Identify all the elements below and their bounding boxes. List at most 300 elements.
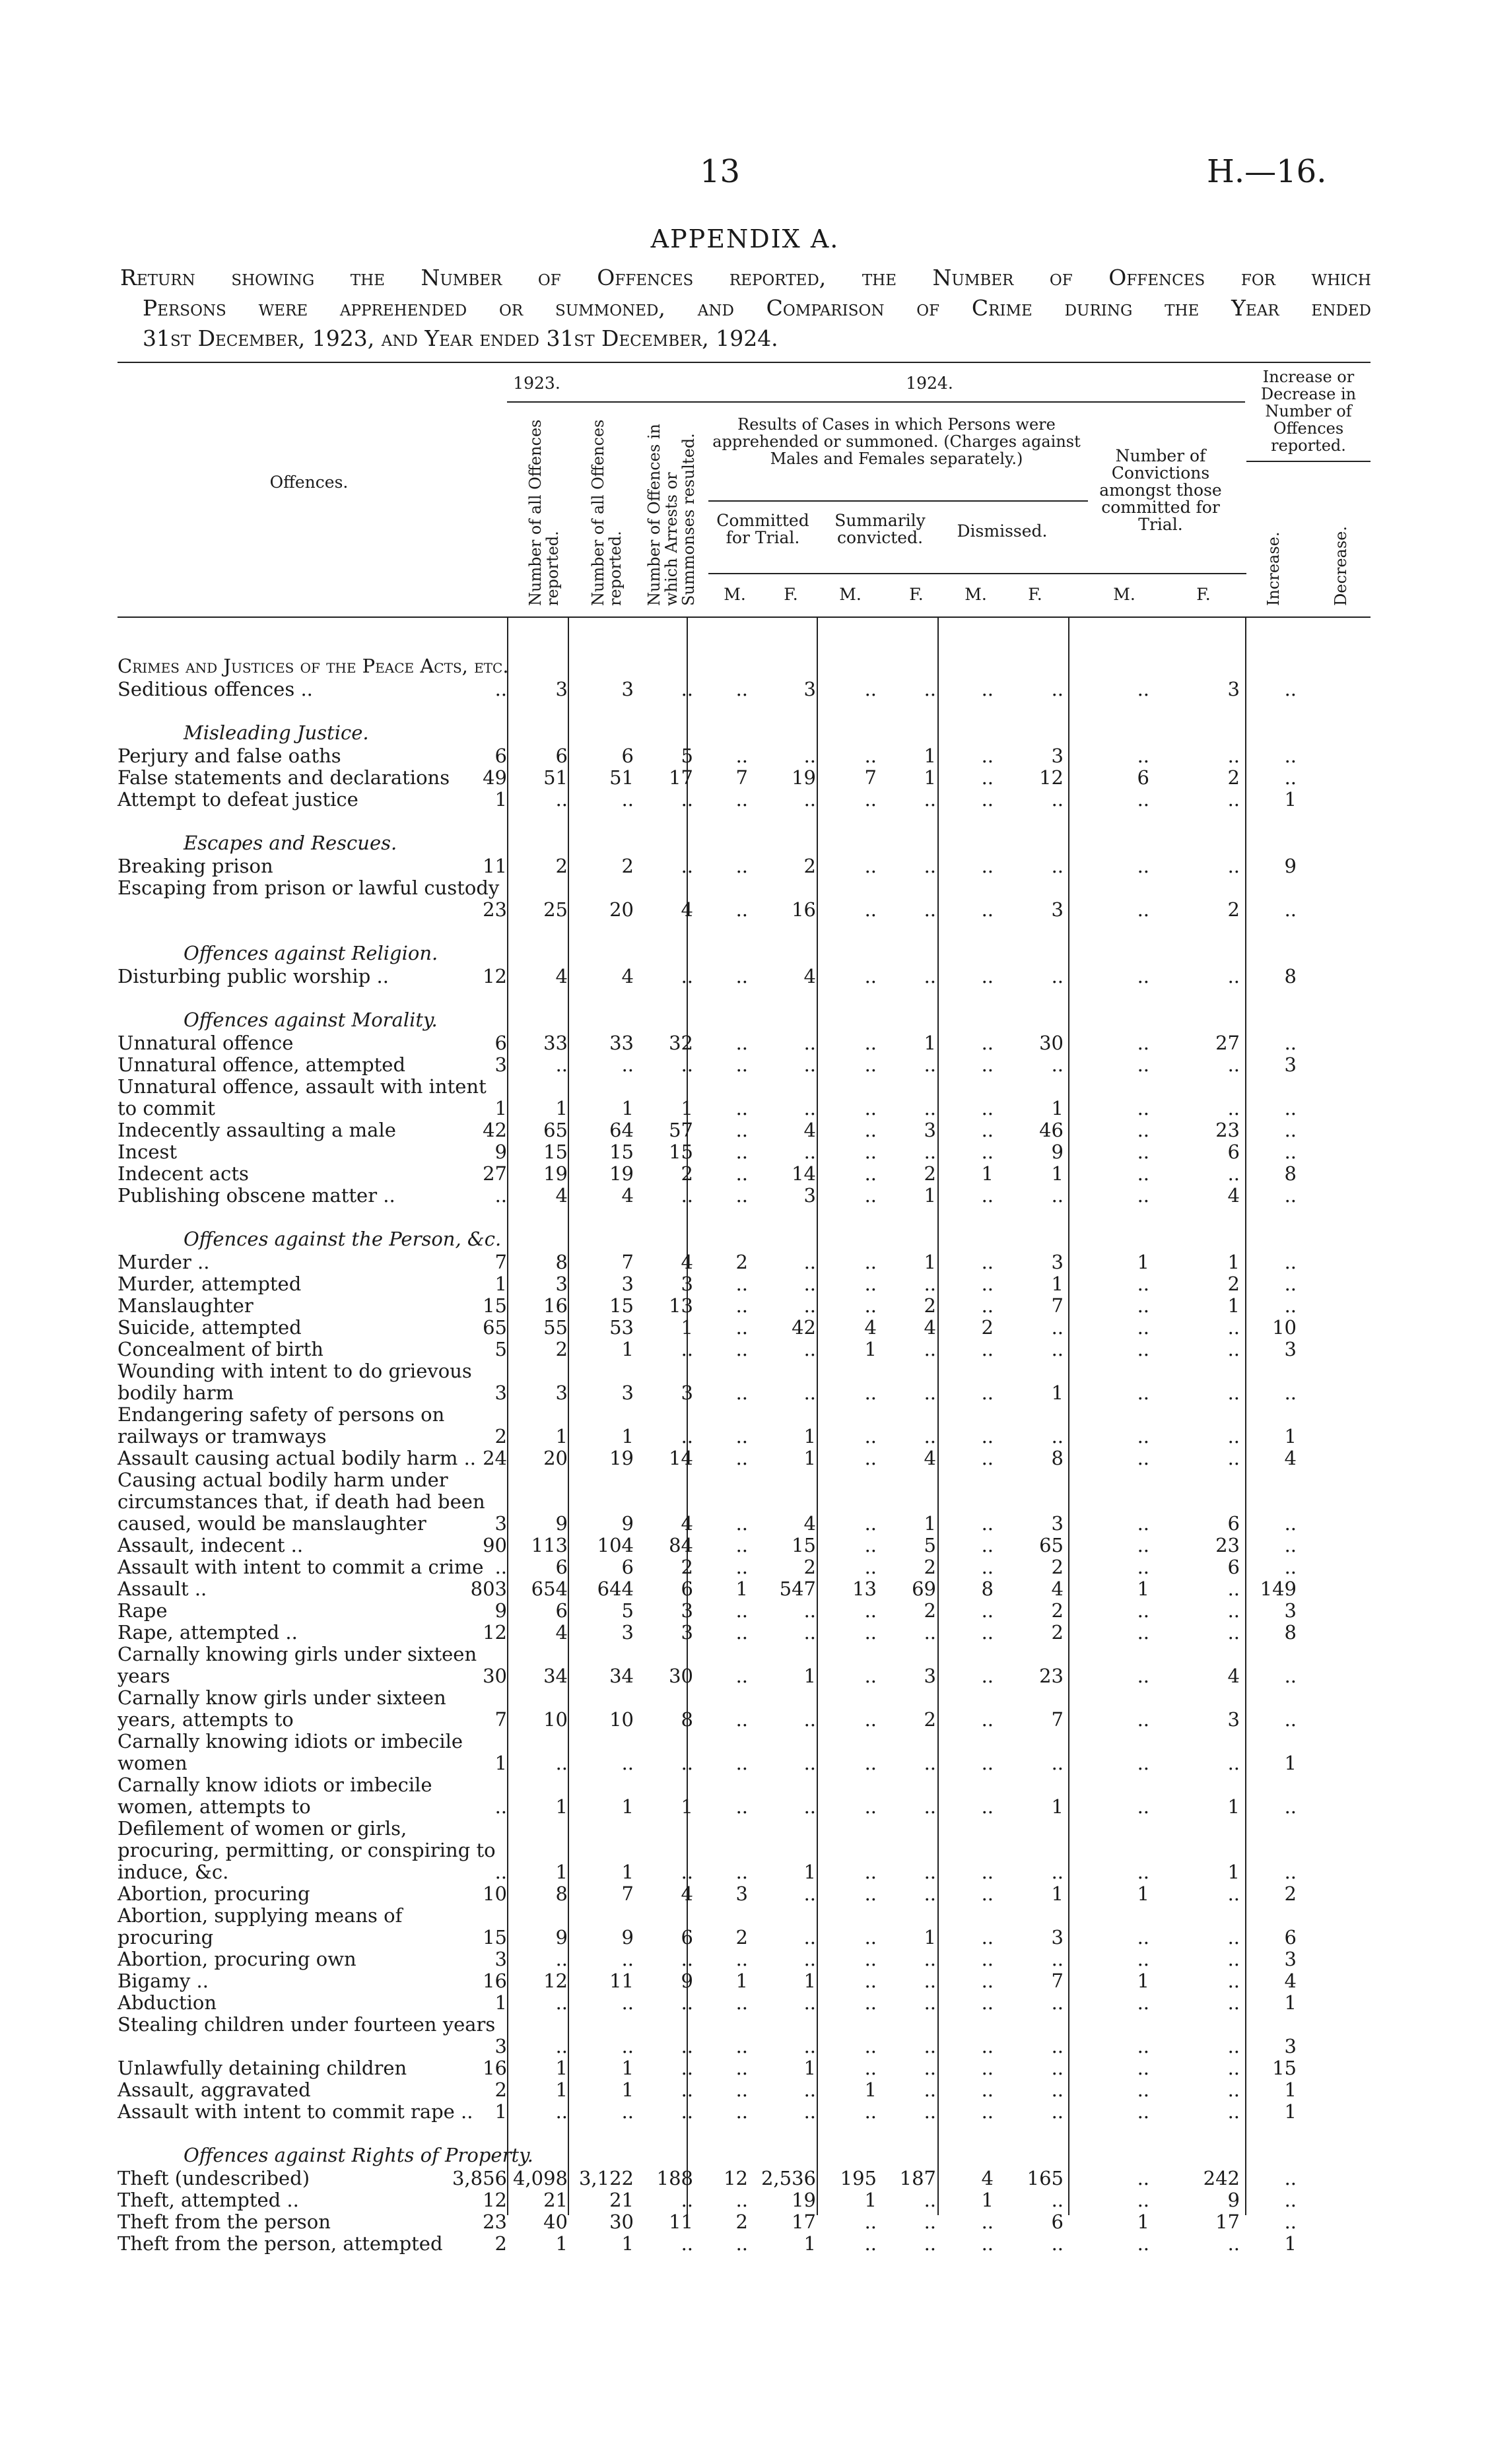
cell-value: 3 (1284, 1338, 1297, 1360)
cell-value: 3 (803, 678, 816, 700)
cell-value: .. (924, 1097, 936, 1119)
cell-value: 1 (924, 766, 936, 789)
cell-value: 195 (840, 2167, 877, 2189)
cell-value: 2 (681, 1556, 693, 1578)
cell-value: 19 (792, 766, 816, 789)
cell-value: 14 (792, 1162, 816, 1185)
cell-value: 2 (1227, 1273, 1240, 1295)
cell-value: 4 (1227, 1665, 1240, 1687)
cell-value: 6 (681, 1926, 693, 1948)
cell-value: .. (735, 1053, 748, 1076)
cell-value: .. (981, 1534, 994, 1556)
table-row (118, 2211, 1371, 2233)
cell-value: 1 (1284, 1752, 1297, 1774)
cell-value: 10 (609, 1708, 634, 1731)
cell-value: 1 (1051, 1382, 1064, 1404)
cell-value: .. (681, 965, 693, 987)
cell-value: 4 (621, 965, 634, 987)
cell-value: 1 (1137, 1578, 1149, 1600)
cell-value: .. (1137, 1948, 1149, 1970)
offence-label: Unnatural offence, attempted (118, 1053, 406, 1076)
cell-value: .. (981, 855, 994, 877)
cell-value: .. (981, 1141, 994, 1163)
cell-value: 10 (543, 1708, 568, 1731)
cell-value: .. (924, 2079, 936, 2101)
cell-value: 1 (621, 1795, 634, 1818)
cell-value: .. (1284, 1294, 1297, 1317)
cell-value: .. (555, 2035, 568, 2057)
cell-value: 6 (555, 745, 568, 767)
offence-label: Assault, aggravated (118, 2079, 311, 2101)
cell-value: 12 (483, 965, 507, 987)
cell-value: .. (864, 1141, 877, 1163)
cell-value: .. (735, 1032, 748, 1054)
cell-value: .. (1284, 1534, 1297, 1556)
table-row (118, 1905, 1371, 1948)
header-all-offences-1924: Number of all Offences reported. (589, 419, 625, 606)
cell-value: 19 (543, 1162, 568, 1185)
cell-value: .. (1137, 1991, 1149, 2014)
cell-value: 9 (494, 1599, 507, 1622)
cell-value: 7 (1051, 1708, 1064, 1731)
cell-value: 3 (494, 1948, 507, 1970)
table-row (118, 1404, 1371, 1448)
cell-value: 1 (1137, 1882, 1149, 1905)
cell-value: 242 (1203, 2167, 1240, 2189)
cell-value: .. (1051, 1861, 1064, 1883)
offence-label: Theft from the person, attempted (118, 2232, 443, 2255)
cell-value: .. (735, 1556, 748, 1578)
cell-value: .. (803, 1926, 816, 1948)
table-row (118, 1948, 1371, 1970)
cell-value: .. (864, 678, 877, 700)
section-heading-text: Offences against Religion. (184, 942, 438, 964)
cell-value: 15 (483, 1926, 507, 1948)
cell-value: .. (735, 1512, 748, 1535)
cell-value: .. (735, 1097, 748, 1119)
cell-value: .. (981, 1556, 994, 1578)
cell-value: .. (1137, 1162, 1149, 1185)
header-f: F. (909, 585, 924, 604)
header-f: F. (1196, 585, 1211, 604)
offence-label: Unnatural offence (118, 1032, 294, 1054)
cell-value: .. (1284, 1119, 1297, 1141)
cell-value: .. (1137, 788, 1149, 811)
cell-value: 7 (864, 766, 877, 789)
cell-value: 5 (494, 1338, 507, 1360)
cell-value: 23 (483, 898, 507, 921)
cell-value: .. (803, 1053, 816, 1076)
cell-value: 8 (1284, 1621, 1297, 1644)
cell-value: .. (864, 1991, 877, 2014)
cell-value: .. (1284, 1795, 1297, 1818)
cell-value: 188 (656, 2167, 693, 2189)
cell-value: 1 (1137, 2211, 1149, 2233)
cell-value: 2 (803, 1556, 816, 1578)
cell-value: .. (981, 1053, 994, 1076)
cell-value: 16 (483, 2057, 507, 2079)
cell-value: 1 (681, 1316, 693, 1339)
cell-value: 104 (597, 1534, 634, 1556)
section-heading (118, 2123, 1371, 2168)
offence-label: Assault with intent to commit rape .. (118, 2100, 473, 2123)
cell-value: 20 (609, 898, 634, 921)
cell-value: 803 (470, 1578, 507, 1600)
cell-value: 3 (924, 1665, 936, 1687)
cell-value: .. (1051, 2057, 1064, 2079)
cell-value: 16 (483, 1970, 507, 1992)
cell-value: 2 (494, 2232, 507, 2255)
cell-value: .. (924, 898, 936, 921)
cell-value: 6 (681, 1578, 693, 1600)
cell-value: .. (1137, 2189, 1149, 2211)
cell-value: .. (803, 2035, 816, 2057)
cell-value: 10 (1272, 1316, 1297, 1339)
cell-value: .. (864, 1665, 877, 1687)
cell-value: 6 (1227, 1512, 1240, 1535)
cell-value: 12 (483, 2189, 507, 2211)
cell-value: .. (1051, 1425, 1064, 1448)
cell-value: .. (864, 2100, 877, 2123)
cell-value: .. (1284, 1665, 1297, 1687)
cell-value: .. (1137, 1861, 1149, 1883)
cell-value: 3 (494, 1053, 507, 1076)
cell-value: .. (864, 1382, 877, 1404)
cell-value: .. (681, 2079, 693, 2101)
section-heading-text: Crimes and Justices of the Peace Acts, etc. (118, 655, 509, 677)
offence-label: Unnatural offence, assault with intent to commit (118, 1075, 487, 1119)
cell-value: 2 (924, 1708, 936, 1731)
cell-value: 1 (1051, 1795, 1064, 1818)
cell-value: 57 (669, 1119, 693, 1141)
cell-value: 1 (803, 1425, 816, 1448)
cell-value: 4 (681, 1512, 693, 1535)
header-top-rule (118, 362, 1371, 363)
cell-value: 2 (555, 855, 568, 877)
cell-value: 12 (724, 2167, 748, 2189)
cell-value: 2 (735, 2211, 748, 2233)
cell-value: .. (1051, 1184, 1064, 1207)
cell-value: 1 (924, 1251, 936, 1273)
cell-value: .. (981, 2057, 994, 2079)
table-row (118, 1339, 1371, 1360)
cell-value: .. (803, 1097, 816, 1119)
offence-label: Theft from the person (118, 2211, 331, 2233)
table-row (118, 1883, 1371, 1905)
cell-value: 1 (1051, 1882, 1064, 1905)
cell-value: 4 (1284, 1447, 1297, 1469)
cell-value: .. (924, 2100, 936, 2123)
cell-value: 187 (899, 2167, 936, 2189)
cell-value: .. (681, 1338, 693, 1360)
cell-value: .. (1051, 2079, 1064, 2101)
cell-value: 17 (669, 766, 693, 789)
cell-value: 13 (852, 1578, 877, 1600)
cell-value: 19 (792, 2189, 816, 2211)
cell-value: .. (924, 1991, 936, 2014)
cell-value: .. (803, 1708, 816, 1731)
cell-value: 8 (681, 1708, 693, 1731)
cell-value: .. (1227, 1882, 1240, 1905)
cell-value: .. (981, 1184, 994, 1207)
section-heading (118, 634, 1371, 679)
cell-value: .. (1137, 745, 1149, 767)
cell-value: 15 (792, 1534, 816, 1556)
cell-value: .. (1284, 2167, 1297, 2189)
cell-value: 1 (555, 2079, 568, 2101)
cell-value: .. (1137, 1795, 1149, 1818)
cell-value: .. (864, 1752, 877, 1774)
cell-value: .. (864, 1162, 877, 1185)
cell-value: .. (555, 1053, 568, 1076)
cell-value: .. (981, 745, 994, 767)
cell-value: 4 (555, 1184, 568, 1207)
cell-value: 3 (803, 1184, 816, 1207)
cell-value: 51 (609, 766, 634, 789)
cell-value: 20 (543, 1447, 568, 1469)
cell-value: .. (1227, 1447, 1240, 1469)
title-line-3: 31st December, 1923, and Year ended 31st December, 1924. (143, 325, 778, 351)
header-offences: Offences. (269, 473, 349, 492)
table-row (118, 767, 1371, 789)
cell-value: 30 (483, 1665, 507, 1687)
cell-value: .. (1284, 1032, 1297, 1054)
section-heading-text: Misleading Justice. (184, 721, 369, 744)
cell-value: .. (1227, 1578, 1240, 1600)
cell-value: 12 (483, 1621, 507, 1644)
cell-value: 2 (1227, 898, 1240, 921)
cell-value: .. (735, 2232, 748, 2255)
cell-value: 15 (609, 1294, 634, 1317)
header-f: F. (784, 585, 798, 604)
cell-value: .. (681, 2189, 693, 2211)
cell-value: 30 (669, 1665, 693, 1687)
cell-value: 7 (494, 1708, 507, 1731)
header-committed: Committed for Trial. (716, 511, 809, 547)
table-row (118, 1622, 1371, 1644)
cell-value: .. (924, 1970, 936, 1992)
cell-value: .. (803, 1752, 816, 1774)
cell-value: .. (981, 1621, 994, 1644)
cell-value: .. (981, 965, 994, 987)
cell-value: 64 (609, 1119, 634, 1141)
cell-value: 90 (483, 1534, 507, 1556)
cell-value: 2 (803, 855, 816, 877)
cell-value: .. (1051, 855, 1064, 877)
cell-value: .. (681, 1861, 693, 1883)
cell-value: .. (494, 678, 507, 700)
cell-value: .. (864, 1273, 877, 1295)
cell-value: 3 (1284, 2035, 1297, 2057)
cell-value: 1 (1227, 1294, 1240, 1317)
cell-value: 6 (494, 745, 507, 767)
cell-value: 1 (494, 1752, 507, 1774)
cell-value: .. (1137, 1534, 1149, 1556)
cell-value: .. (924, 1882, 936, 1905)
cell-value: .. (1284, 1382, 1297, 1404)
cell-value: 8 (1284, 1162, 1297, 1185)
header-rule (1246, 461, 1371, 462)
offence-label: Suicide, attempted (118, 1316, 302, 1339)
cell-value: 6 (1227, 1556, 1240, 1578)
cell-value: 113 (531, 1534, 568, 1556)
header-results: Results of Cases in which Persons were apprehended or summoned. (Charges against Males and Females separately.) (712, 415, 1081, 468)
cell-value: .. (1284, 766, 1297, 789)
cell-value: .. (981, 1294, 994, 1317)
section-heading-text: Offences against Morality. (184, 1009, 438, 1031)
cell-value: .. (621, 788, 634, 811)
cell-value: 8 (1051, 1447, 1064, 1469)
cell-value: .. (735, 965, 748, 987)
cell-value: 23 (483, 2211, 507, 2233)
cell-value: 1 (924, 1184, 936, 1207)
table-title (120, 263, 1371, 354)
cell-value: .. (494, 1556, 507, 1578)
cell-value: .. (735, 1534, 748, 1556)
table-row (118, 1076, 1371, 1119)
cell-value: 4 (864, 1316, 877, 1339)
cell-value: 2 (494, 1425, 507, 1448)
offence-label: Concealment of birth (118, 1338, 323, 1360)
offence-label: Assault, indecent .. (118, 1534, 304, 1556)
cell-value: .. (1284, 1141, 1297, 1163)
table-row (118, 1273, 1371, 1295)
cell-value: .. (981, 1382, 994, 1404)
cell-value: 2 (555, 1338, 568, 1360)
cell-value: .. (681, 855, 693, 877)
cell-value: .. (494, 1861, 507, 1883)
cell-value: 3 (555, 678, 568, 700)
cell-value: 1 (1051, 1097, 1064, 1119)
cell-value: .. (981, 1512, 994, 1535)
cell-value: .. (864, 1708, 877, 1731)
cell-value: 1 (803, 1447, 816, 1469)
cell-value: .. (981, 788, 994, 811)
cell-value: 9 (1284, 855, 1297, 877)
cell-value: 3 (555, 1273, 568, 1295)
cell-value: .. (1227, 2079, 1240, 2101)
table-row (118, 1970, 1371, 1992)
cell-value: .. (1051, 678, 1064, 700)
cell-value: .. (803, 1273, 816, 1295)
table-row (118, 745, 1371, 767)
cell-value: .. (555, 1991, 568, 2014)
cell-value: .. (1137, 1926, 1149, 1948)
cell-value: .. (864, 1425, 877, 1448)
cell-value: 3 (1051, 745, 1064, 767)
cell-value: .. (1137, 1184, 1149, 1207)
cell-value: 5 (681, 745, 693, 767)
table-row (118, 2014, 1371, 2057)
cell-value: 42 (792, 1316, 816, 1339)
offence-label: Abortion, procuring (118, 1882, 310, 1905)
cell-value: .. (864, 1512, 877, 1535)
cell-value: 2 (1051, 1556, 1064, 1578)
offence-label: Abortion, supplying means of procuring (118, 1904, 403, 1948)
cell-value: 2 (494, 2079, 507, 2101)
header-increase: Increase. (1264, 531, 1283, 606)
cell-value: 33 (609, 1032, 634, 1054)
cell-value: .. (864, 1184, 877, 1207)
cell-value: 55 (543, 1316, 568, 1339)
cell-value: 1 (555, 2057, 568, 2079)
cell-value: .. (924, 1053, 936, 1076)
offence-label: False statements and declarations (118, 766, 450, 789)
cell-value: 15 (1272, 2057, 1297, 2079)
cell-value: 1 (621, 1861, 634, 1883)
offence-label: Assault causing actual bodily harm .. (118, 1447, 477, 1469)
cell-value: .. (735, 1162, 748, 1185)
offence-label: Abduction (118, 1991, 217, 2014)
cell-value: 6 (1284, 1926, 1297, 1948)
cell-value: 8 (555, 1251, 568, 1273)
cell-value: .. (981, 1599, 994, 1622)
cell-value: 27 (483, 1162, 507, 1185)
cell-value: 1 (735, 1970, 748, 1992)
cell-value: 3 (494, 2035, 507, 2057)
cell-value: .. (1051, 2100, 1064, 2123)
cell-value: 21 (609, 2189, 634, 2211)
header-f: F. (1028, 585, 1042, 604)
cell-value: 23 (1039, 1665, 1064, 1687)
cell-value: .. (924, 1948, 936, 1970)
cell-value: 4 (1227, 1184, 1240, 1207)
cell-value: 9 (621, 1926, 634, 1948)
cell-value: 3 (1227, 1708, 1240, 1731)
offence-label: Murder .. (118, 1251, 210, 1273)
cell-value: .. (1284, 1251, 1297, 1273)
header-increase-decrease: Increase or Decrease in Number of Offences reported. (1260, 368, 1357, 455)
cell-value: 1 (864, 1338, 877, 1360)
cell-value: .. (1227, 1599, 1240, 1622)
cell-value: .. (1051, 788, 1064, 811)
cell-value: .. (981, 1338, 994, 1360)
cell-value: .. (1137, 1294, 1149, 1317)
cell-value: 6 (621, 1556, 634, 1578)
table-row (118, 855, 1371, 877)
table-row (118, 1992, 1371, 2014)
header-m: M. (724, 585, 746, 604)
cell-value: .. (1284, 678, 1297, 700)
cell-value: .. (1227, 1053, 1240, 1076)
cell-value: 1 (803, 1665, 816, 1687)
cell-value: 3 (681, 1382, 693, 1404)
cell-value: .. (864, 1970, 877, 1992)
cell-value: 4 (803, 1512, 816, 1535)
cell-value: 40 (543, 2211, 568, 2233)
cell-value: .. (1137, 1621, 1149, 1644)
cell-value: 4 (803, 965, 816, 987)
cell-value: .. (864, 788, 877, 811)
cell-value: .. (924, 1621, 936, 1644)
header-decrease: Decrease. (1332, 525, 1350, 606)
section-heading-text: Offences against the Person, &c. (184, 1228, 502, 1250)
cell-value: .. (864, 898, 877, 921)
cell-value: 4 (924, 1447, 936, 1469)
table-row (118, 2057, 1371, 2079)
cell-value: .. (864, 1119, 877, 1141)
cell-value: .. (803, 1882, 816, 1905)
cell-value: 1 (621, 1097, 634, 1119)
cell-value: .. (924, 1795, 936, 1818)
cell-value: .. (735, 1861, 748, 1883)
table-row (118, 1644, 1371, 1687)
cell-value: 654 (531, 1578, 568, 1600)
cell-value: 1 (1284, 2232, 1297, 2255)
cell-value: .. (1137, 1032, 1149, 1054)
cell-value: .. (735, 1621, 748, 1644)
cell-value: 1 (1284, 1991, 1297, 2014)
